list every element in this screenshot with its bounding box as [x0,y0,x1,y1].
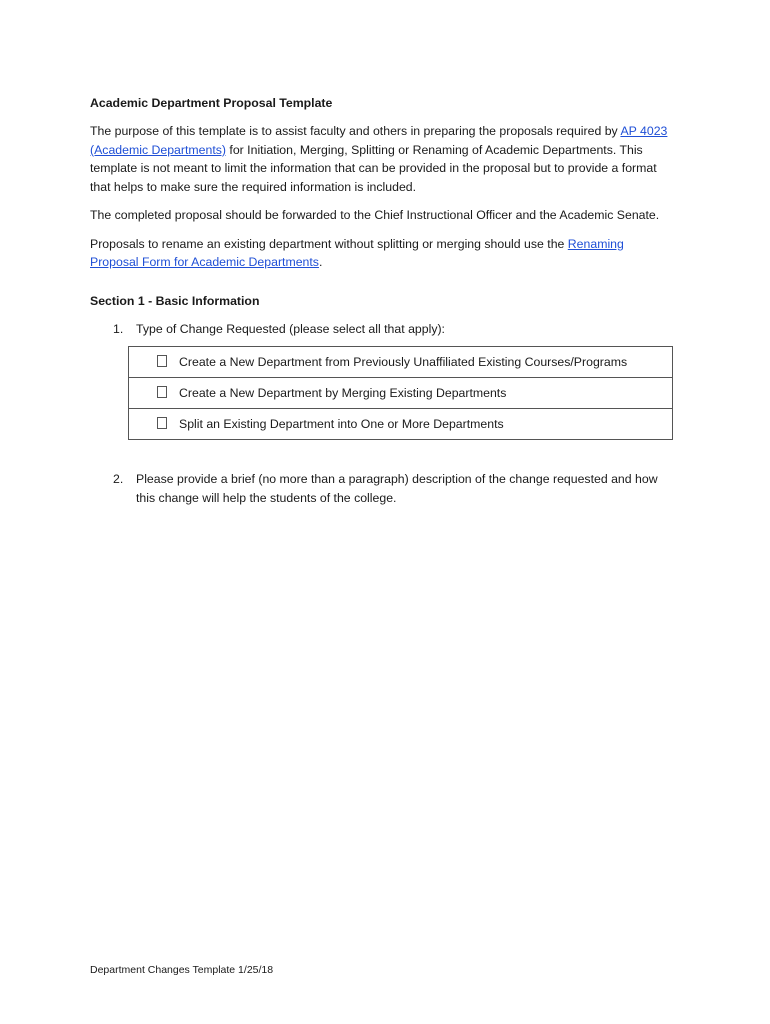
intro-paragraph [90,122,675,196]
checkbox-new-department-unaffiliated[interactable] [157,355,167,367]
option-row [129,409,673,440]
option-row [129,378,673,409]
question-1 [90,320,675,339]
option-cell[interactable] [129,378,673,409]
intro-text-end: for Initiation, Merging, Splitting or Renaming of Academic Departments. This template is not meant to limit the information that can be provided in the proposal but to provide a format that helps to make sure the required information is included. [90,142,657,194]
document-title: Academic Department Proposal Template [90,96,333,110]
intro-text-start: The purpose of this template is to assist faculty and others in preparing the proposals required by [90,124,621,138]
option-row [129,347,673,378]
option-label: Create a New Department from Previously Unaffiliated Existing Courses/Programs [179,355,628,369]
question-1-number: 1. [113,321,124,336]
question-1-text: Type of Change Requested (please select all that apply): [136,321,445,336]
option-cell[interactable] [129,409,673,440]
section-1-heading: Section 1 - Basic Information [90,293,260,308]
document-body [90,94,675,507]
rename-paragraph [90,235,675,272]
option-cell[interactable] [129,347,673,378]
rename-text-start: Proposals to rename an existing department without splitting or merging should use the [90,236,568,251]
page-footer: Department Changes Template 1/25/18 [90,964,274,976]
ap-4023-link[interactable]: AP 4023 (Academic Departments) [90,124,668,157]
option-label: Split an Existing Department into One or More Departments [179,417,504,431]
renaming-proposal-form-link[interactable]: Renaming Proposal Form for Academic Departments [90,236,624,269]
question-2-number: 2. [113,472,124,486]
checkbox-new-department-merging[interactable] [157,386,167,398]
option-label: Create a New Department by Merging Existing Departments [179,386,507,400]
question-2 [90,470,675,507]
forwarding-paragraph: The completed proposal should be forwarded to the Chief Instructional Officer and the Academic Senate. [90,208,660,222]
rename-text-end: . [318,255,323,269]
question-2-text: Please provide a brief (no more than a paragraph) description of the change requested and how this change will help the students of the college. [136,472,658,505]
checkbox-split-department[interactable] [157,417,167,429]
change-type-options-table [128,346,673,440]
